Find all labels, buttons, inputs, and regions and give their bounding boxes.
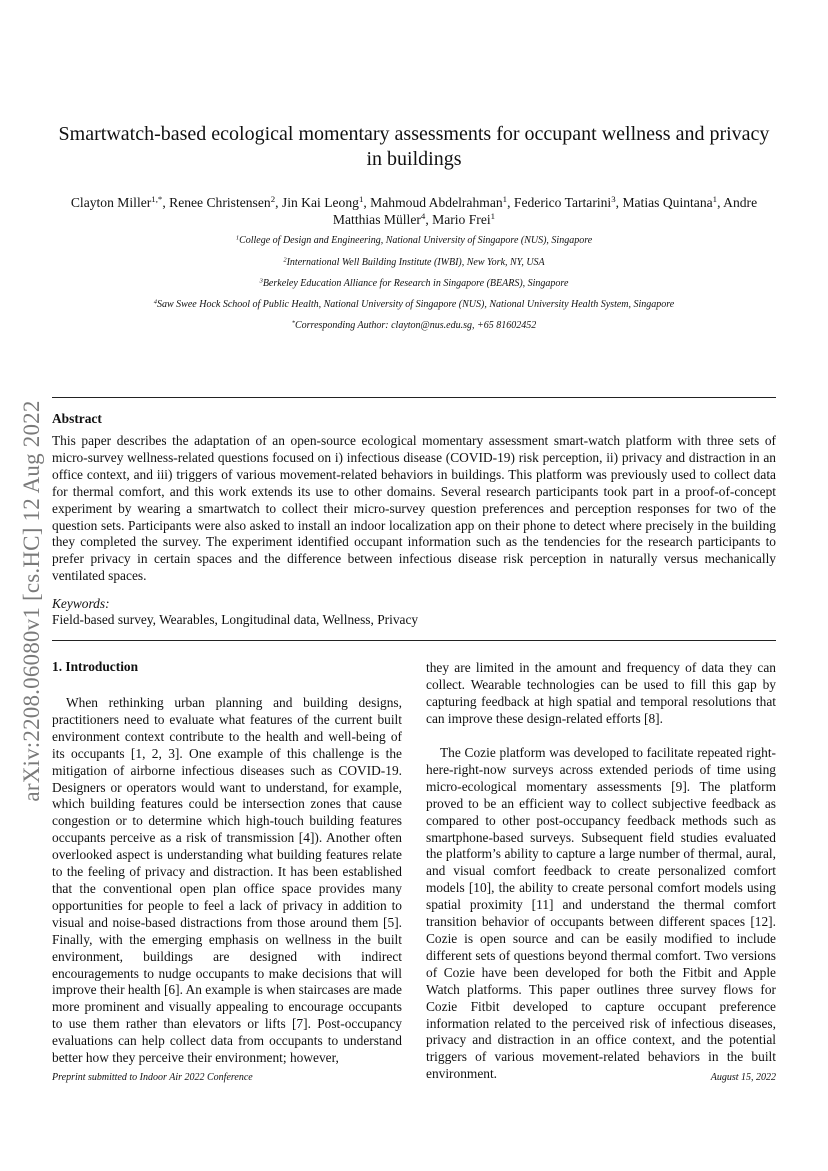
abstract-heading: Abstract (52, 411, 102, 426)
abstract-text: This paper describes the adaptation of an open-source ecological momentary assessment smart-watch platform with three sets of micro-survey wellness-related questions focused on i) infectious disease (COVID-19) risk perception, ii) privacy and distraction in an office context, and iii) triggers of various movement-related behaviors in buildings. This platform was previously used to collect data for thermal comfort, and this work extends its use to other domains. Several research participants took part in a proof-of-concept experiment by wearing a smartwatch to collect their micro-survey question preferences and perception responses for two of the question sets. Participants were also asked to install an indoor localization app on their phone to detect where precisely in the building they completed the survey. The experiment identified occupant information such as the tendencies for the research participants to prefer privacy in certain spaces and the difference between infectious disease risk perception in naturally versus mechanically ventilated spaces. (52, 433, 776, 584)
keywords-heading: Keywords: (52, 596, 110, 611)
intro-paragraph-2: The Cozie platform was developed to facilitate repeated right-here-right-now surveys across extended periods of time using micro-ecological momentary assessments [9]. The platform proved to be an efficient way to collect subjective feedback as compared to other post-occupancy feedback methods such as smartphone-based surveys. Subsequent field studies evaluated the platform’s ability to capture a large number of thermal, aural, and visual comfort feedback to create personalized comfort models [10], the ability to create personal comfort models using spatial proximity [11] and understand the thermal comfort transition behavior of occupants between different spaces [12]. Cozie is open source and can be easily modified to include different sets of questions beyond thermal comfort. Two versions of Cozie have been developed for both the Fitbit and Apple Watch platforms. This paper outlines three survey flows for Cozie Fitbit developed to capture occupant preference information related to the perceived risk of infectious diseases, privacy and distraction in an office context, and the potential triggers of various movement-related behaviors in the built environment. (426, 745, 776, 1082)
author: Andre Matthias Müller$^4$ (332, 195, 758, 227)
author: Jin Kai Leong$^1$ (281, 194, 364, 210)
affiliation: $^1$College of Design and Engineering, National University of Singapore (NUS), Singapore (235, 234, 593, 246)
section-heading: 1. Introduction (52, 659, 139, 674)
author-list: Clayton Miller$^{1,*}$, Renee Christensen$^2$, Jin Kai Leong$^1$, Mahmoud Abdelrahman$^1$, Federico Tartarini$^3$, Matias Quintana$^1$, Andre Matthias Müller$^4$, Mario Frei$^1$ (70, 194, 758, 227)
affiliation: $^3$Berkeley Education Alliance for Research in Singapore (BEARS), Singapore (259, 277, 569, 289)
affiliation: $^2$International Well Building Institute (IWBI), New York, NY, USA (283, 256, 545, 268)
author: Mahmoud Abdelrahman$^1$ (370, 194, 508, 210)
author: Renee Christensen$^2$ (169, 194, 276, 210)
arxiv-watermark (12, 356, 52, 846)
footer-date: August 15, 2022 (710, 1072, 776, 1083)
keywords: Field-based survey, Wearables, Longitudinal data, Wellness, Privacy (52, 612, 419, 627)
bottom-rule (52, 640, 776, 641)
intro-paragraph-1: When rethinking urban planning and building designs, practitioners need to evaluate what features of the current built environment context contribute to the health and well-being of its occupants [1, 2, 3]. One example of this challenge is the mitigation of airborne infectious diseases such as COVID-19. Designers or operators would want to understand, for example, which building features could be intersection zones that cause congestion or to determine which high-touch building features occupants perceive as a risk of transmission [4]). Another often overlooked aspect is understanding what building features relate to the feeling of privacy and distraction. It has been established that the conventional open plan office space provides many opportunities for people to feel a lack of privacy in addition to visual and noise-based distractions from those around them [5]. Finally, with the emerging emphasis on wellness in the built environment, buildings are designed with indirect encouragements to nudge occupants to make decisions that will improve their health [6]. An example is when staircases are made more prominent and visually appealing to encourage occupants to use them rather than elevators or lifts [7]. Post-occupancy evaluations can help collect data from occupants to understand better how they perceive their environment; however, (52, 695, 402, 1066)
top-rule (52, 397, 776, 398)
footer-submission-note: Preprint submitted to Indoor Air 2022 Conference (52, 1072, 253, 1083)
corresponding-author: *Corresponding Author: clayton@nus.edu.sg, +65 81602452 (291, 319, 537, 331)
arxiv-id: arXiv:2208.06080v1 [cs.HC] 12 Aug 2022 (19, 400, 44, 802)
paper-title: Smartwatch-based ecological momentary assessments for occupant wellness and privacy in buildings (58, 123, 770, 170)
author: Federico Tartarini$^3$ (513, 194, 616, 210)
author: Clayton Miller$^{1,*}$ (70, 194, 163, 210)
author: Mario Frei$^1$ (432, 211, 496, 227)
affiliation: $^4$Saw Swee Hock School of Public Health, National University of Singapore (NUS), National University Health System, Singapore (153, 298, 675, 310)
intro-paragraph-1-continued: they are limited in the amount and frequency of data they can collect. Wearable technologies can be used to fill this gap by capturing feedback at high spatial and temporal resolutions that can improve these design-related efforts [8]. (426, 660, 776, 726)
author: Matias Quintana$^1$ (622, 194, 718, 210)
